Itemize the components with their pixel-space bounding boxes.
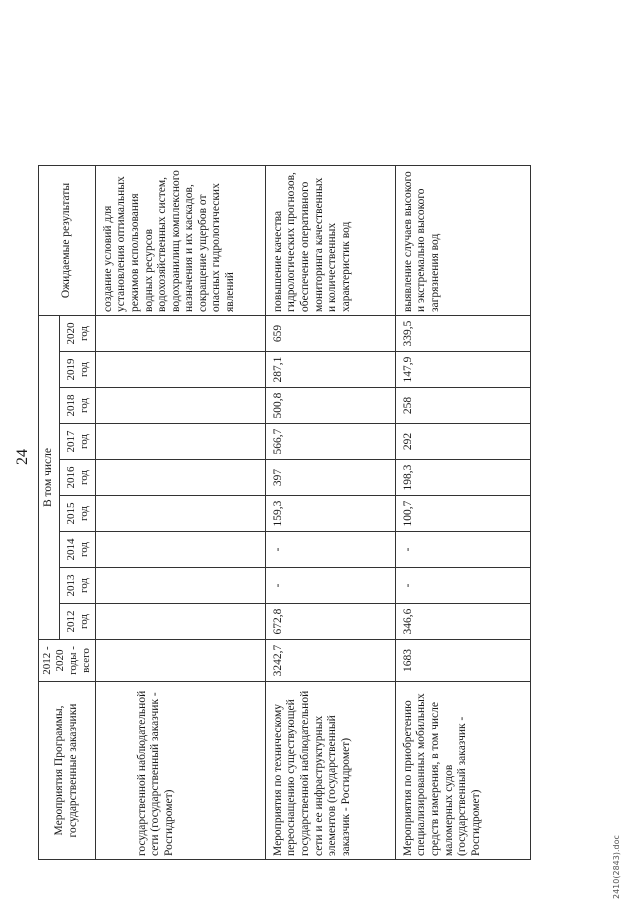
row-value: 339,5: [395, 316, 530, 352]
header-year: 2020 год: [60, 316, 96, 352]
row-value: [95, 316, 265, 352]
row-value: 159,3: [265, 496, 395, 532]
row-measure: Мероприятия по приобретению специализированных мобильных средств измерения, в том числе маломерных судов (государственный заказчик - Росгидромет): [395, 682, 530, 860]
row-value: 500,8: [265, 388, 395, 424]
header-year: 2018 год: [60, 388, 96, 424]
header-year: 2017 год: [60, 424, 96, 460]
header-row-1: [39, 166, 60, 860]
row-value: 672,8: [265, 604, 395, 640]
header-year: 2016 год: [60, 460, 96, 496]
row-value: 287,1: [265, 352, 395, 388]
table-row: [265, 166, 395, 860]
header-year: 2013 год: [60, 568, 96, 604]
row-value: 100,7: [395, 496, 530, 532]
row-value: [95, 568, 265, 604]
row-value: 292: [395, 424, 530, 460]
row-value: -: [265, 568, 395, 604]
row-value: 346,6: [395, 604, 530, 640]
header-year: 2019 год: [60, 352, 96, 388]
row-value: 147,9: [395, 352, 530, 388]
row-result: выявление случаев высокого и экстремально высокого загрязнения вод: [395, 166, 530, 316]
row-value: [95, 460, 265, 496]
row-value: [95, 496, 265, 532]
header-group: В том числе: [39, 316, 60, 640]
document-code: 2410(2843).doc: [612, 835, 621, 899]
row-value: 397: [265, 460, 395, 496]
header-total: 2012 - 2020 годы - всего: [39, 640, 96, 682]
header-measures: Мероприятия Программы, государственные заказчики: [39, 682, 96, 860]
row-value: [95, 604, 265, 640]
row-result: создание условий для установления оптимальных режимов использования водных ресурсов водохозяйственных систем, водохранилищ комплексного назначения и их каскадов, сокращение ущербов от опасных гидрологических явлений: [95, 166, 265, 316]
header-year: 2014 год: [60, 532, 96, 568]
row-value: 659: [265, 316, 395, 352]
row-value: [95, 352, 265, 388]
table-row: [95, 166, 265, 860]
row-measure: Мероприятия по техническому переоснащению существующей государственной наблюдательной сети и ее инфраструктурных элементов (государственный заказчик - Росгидромет): [265, 682, 395, 860]
row-value: -: [265, 532, 395, 568]
row-value: 566,7: [265, 424, 395, 460]
row-value: -: [395, 568, 530, 604]
program-table: [38, 165, 531, 860]
row-value: [95, 532, 265, 568]
row-value: 258: [395, 388, 530, 424]
row-value: [95, 388, 265, 424]
row-total: 1683: [395, 640, 530, 682]
row-value: [95, 424, 265, 460]
header-year: 2012 год: [60, 604, 96, 640]
page-number: 24: [14, 449, 31, 465]
row-total: 3242,7: [265, 640, 395, 682]
row-value: -: [395, 532, 530, 568]
header-results: Ожидаемые результаты: [39, 166, 96, 316]
row-total: [95, 640, 265, 682]
row-measure: государственной наблюдательной сети (государственный заказчик - Росгидромет): [95, 682, 265, 860]
header-year: 2015 год: [60, 496, 96, 532]
table-row: [395, 166, 530, 860]
row-value: 198,3: [395, 460, 530, 496]
row-result: повышение качества гидрологических прогнозов, обеспечение оперативного мониторинга качественных и количественных характеристик вод: [265, 166, 395, 316]
